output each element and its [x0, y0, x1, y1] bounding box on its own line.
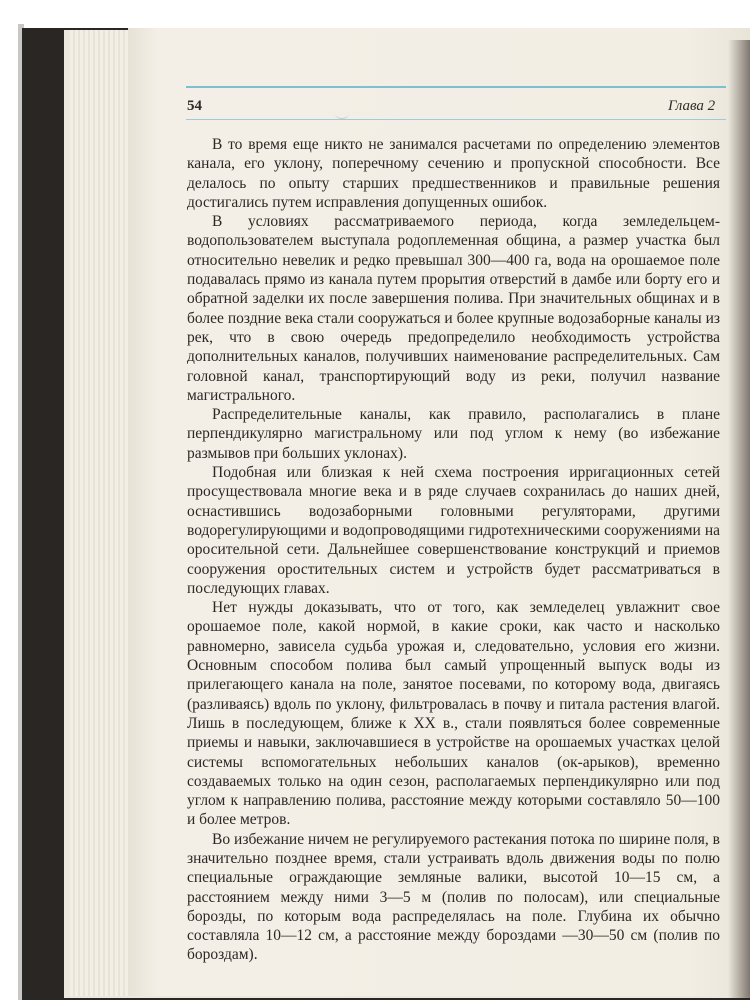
paragraph: В условиях рассматриваемого периода, когда земледельцем-водопользователем выступала родоплеменная община, а размер участка был относительно невелик и редко превышал 300—400 га, вода на орошаемое поле подавалась прямо из канала путем прорытия отверстий в дамбе или борту его и обратной заделки их после завершения полива. При значительных общинах и в более поздние века стали сооружаться и более крупные водозаборные каналы из рек, что в свою очередь предопределило необходимость устройства дополнительных каналов, получивших наименование распределительных. Сам головной канал, транспортирующий воду из реки, получил название магистрального. [187, 213, 720, 404]
page-edges [70, 30, 130, 996]
header-rule-bottom [186, 119, 726, 120]
running-head-chapter: Глава 2 [668, 98, 716, 114]
paragraph: Распределительные каналы, как правило, располагались в плане перпендикулярно магистральному или под углом к нему (во избежание размывов при больших уклонах). [187, 406, 720, 462]
page-body [187, 135, 720, 965]
paragraph: Нет нужды доказывать, что от того, как земледелец увлажнит свое орошаемое поле, какой нормой, в какие сроки, как часто и насколько равномерно, зависела судьба урожая и, следовательно, условия его жизни. Основным способом полива был самый упрощенный выпуск воды из прилегающего канала на поле, занятое посевами, по которому вода, двигаясь (разливаясь) вдоль по уклону, фильтровалась в почву и питала растения влагой. Лишь в последующем, ближе к XX в., стали появляться более современные приемы и навыки, заключавшиеся в устройстве на орошаемых участках целой системы вспомогательных небольших каналов (ок-арыков), временно создаваемых только на один сезон, располагаемых перпендикулярно или под углом к направлению полива, расстояние между которыми составляло 50—100 и более метров. [187, 599, 720, 829]
paragraph: Подобная или близкая к ней схема построения ирригационных сетей просуществовала многие века и в ряде случаев сохранилась до наших дней, оснастившись водозаборными головными регуляторами, другими водорегулирующими и водопроводящими гидротехническими сооружениями на оросительной сети. Дальнейшее совершенствование конструкций и приемов сооружения оростительных систем и устройств будет рассматриваться в последующих главах. [187, 464, 720, 597]
pencil-mark [335, 108, 349, 119]
header-rule-top [186, 86, 726, 88]
page-number: 54 [187, 98, 202, 114]
spine-shadow [728, 40, 750, 1000]
paragraph: Во избежание ничем не регулируемого растекания потока по ширине поля, в значительно позднее время, стали устраивать вдоль движения воды по полю специальные ограждающие земляные валики, высотой 10—15 см, а расстоянием между ними 3—5 м (полив по полосам), или специальные борозды, по которым вода распределялась на поле. Глубина их обычно составляла 10—12 см, а расстояние между бороздами —30—50 см (полив по бороздам). [187, 830, 720, 964]
paragraph: В то время еще никто не занимался расчетами по определению элементов канала, его уклону, поперечному сечению и пропускной способности. Все делалось по опыту старших предшественников и правильные решения достигались путем исправления допущенных ошибок. [187, 136, 720, 211]
